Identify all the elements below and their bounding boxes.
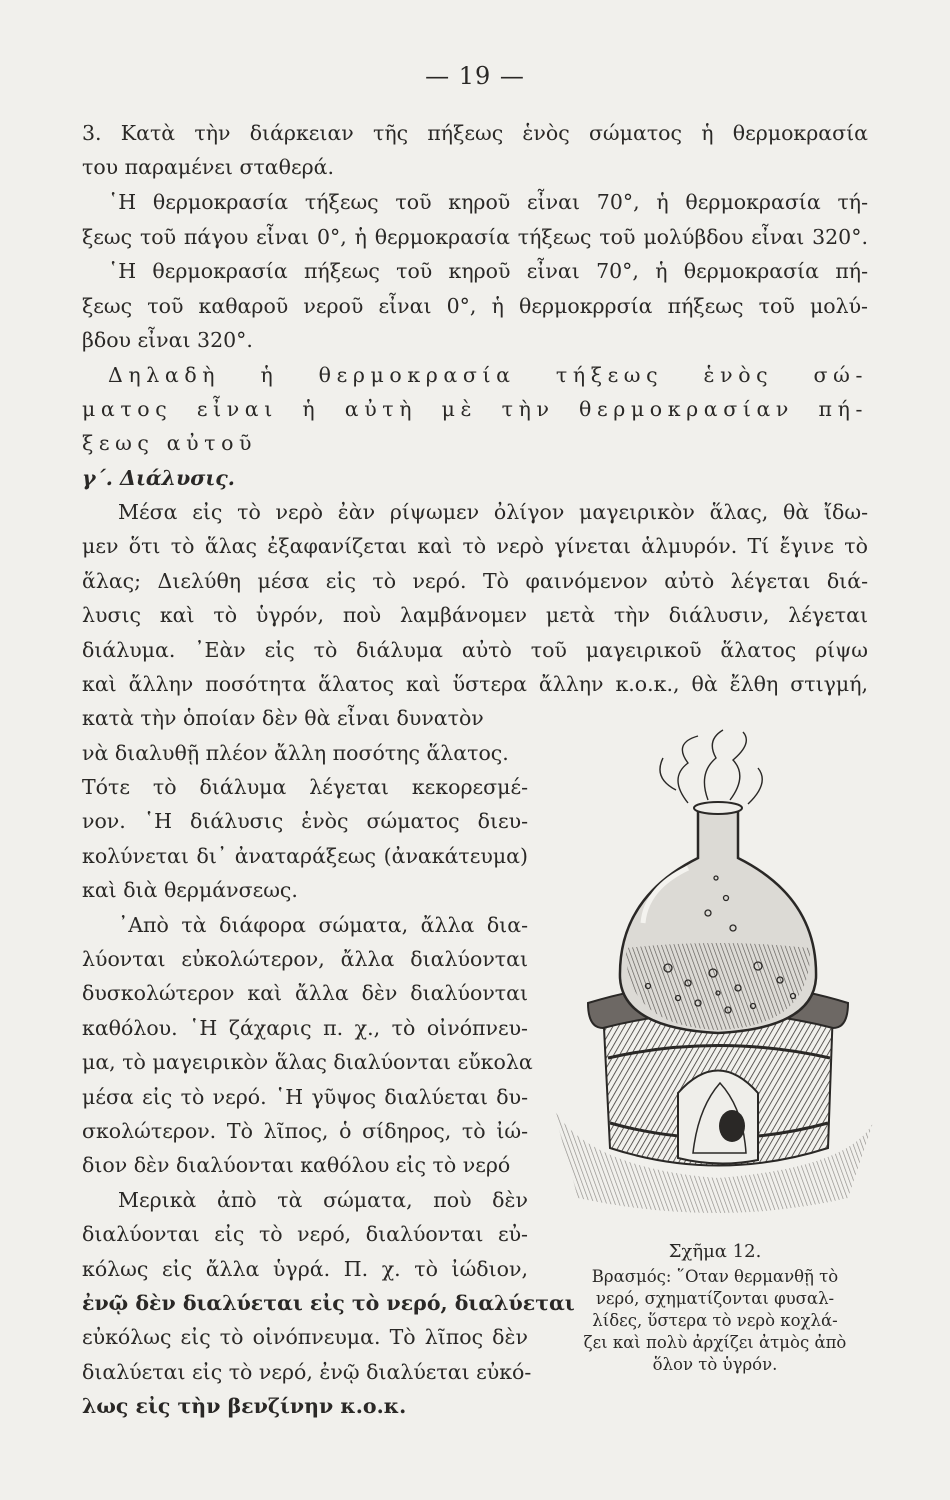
page-number: — 19 — [425, 62, 525, 90]
text-line: εὐκόλως εἰς τὸ οἰνόπνευμα. Τὸ λῖπος δὲν [82, 1325, 528, 1349]
text-line: ξεως αὐτοῦ [82, 431, 258, 455]
text-line: ξεως τοῦ καθαροῦ νεροῦ εἶναι 0°, ἡ θερμοκρρσία πήξεως τοῦ μολύ- [82, 294, 868, 318]
text-line: νον. ῾Η διάλυσις ἑνὸς σώματος διευ- [82, 809, 528, 833]
text-line: ᾿Απὸ τὰ διάφορα σώματα, ἄλλα δια- [118, 913, 528, 937]
text-line: σκολώτερον. Τὸ λῖπος, ὁ σίδηρος, τὸ ἰώ- [82, 1119, 528, 1143]
figure-caption-line: ζει καὶ πολὺ ἀρχίζει ἀτμὸς ἀπὸ [583, 1333, 847, 1352]
text-line: Τότε τὸ διάλυμα λέγεται κεκορεσμέ- [82, 775, 528, 799]
text-line: διον δὲν διαλύονται καθόλου εἰς τὸ νερό [82, 1153, 511, 1177]
text-line: λως εἰς τὴν βενζίνην κ.ο.κ. [82, 1394, 407, 1418]
text-line: διαλύονται εἰς τὸ νερό, διαλύονται εὐ- [82, 1222, 528, 1246]
figure-caption-line: λίδες, ὕστερα τὸ νερὸ κοχλά- [592, 1311, 838, 1330]
text-line: μεν ὅτι τὸ ἅλας ἐξαφανίζεται καὶ τὸ νερὸ γίνεται ἁλμυρόν. Τί ἔγινε τὸ [82, 534, 868, 558]
text-line: ἐνῷ δὲν διαλύεται εἰς τὸ νερό, διαλύεται [82, 1291, 575, 1315]
text-line: λύονται εὐκολώτερον, ἄλλα διαλύονται [82, 947, 528, 971]
text-line: του παραμένει σταθερά. [82, 155, 335, 179]
text-line: λυσις καὶ τὸ ὑγρόν, ποὺ λαμβάνομεν μετὰ τὴν διάλυσιν, λέγεται [82, 603, 868, 627]
text-line: ξεως τοῦ πάγου εἶναι 0°, ἡ θερμοκρασία τήξεως τοῦ μολύβδου εἶναι 320°. [82, 225, 868, 249]
text-line: 3. Κατὰ τὴν διάρκειαν τῆς πήξεως ἑνὸς σώματος ἡ θερμοκρασία [82, 121, 868, 145]
text-line: κόλως εἰς ἄλλα ὑγρά. Π. χ. τὸ ἰώδιον, [82, 1257, 528, 1281]
text-line: ῾Η θερμοκρασία πήξεως τοῦ κηροῦ εἶναι 70°, ἡ θερμοκρασία πή- [108, 259, 868, 283]
figure-caption-line: ὅλον τὸ ὑγρόν. [652, 1355, 778, 1374]
text-line: Μέσα εἰς τὸ νερὸ ἐὰν ρίψωμεν ὀλίγον μαγειρικὸν ἅλας, θὰ ἴδω- [118, 500, 868, 524]
text-line: μα, τὸ μαγειρικὸν ἅλας διαλύονται εὔκολα [82, 1050, 533, 1074]
text-line: δυσκολώτερον καὶ ἄλλα δὲν διαλύονται [82, 981, 528, 1005]
text-line: μέσα εἰς τὸ νερό. ῾Η γῦψος διαλύεται δυ- [82, 1085, 528, 1109]
text-line: διάλυμα. ᾿Εὰν εἰς τὸ διάλυμα αὐτὸ τοῦ μαγειρικοῦ ἅλατος ρίψω [82, 638, 868, 662]
text-line: διαλύεται εἰς τὸ νερό, ἐνῷ διαλύεται εὐκό- [82, 1360, 532, 1384]
figure-caption-line: Βρασμός: ῞Οταν θερμανθῇ τὸ [591, 1267, 839, 1286]
figure-caption-line: νερό, σχηματίζονται φυσαλ- [595, 1289, 835, 1308]
text-line: βδου εἶναι 320°. [82, 328, 253, 352]
text-line: ῾Η θερμοκρασία τήξεως τοῦ κηροῦ εἶναι 70°, ἡ θερμοκρασία τή- [108, 190, 868, 214]
text-line: καὶ διὰ θερμάνσεως. [82, 878, 298, 902]
text-line: Δηλαδὴ ἡ θερμοκρασία τήξεως ἑνὸς σώ- [108, 363, 868, 387]
figure-caption-title: Σχῆμα 12. [668, 1241, 762, 1262]
text-line: κατὰ τὴν ὁποίαν δὲν θὰ εἶναι δυνατὸν [82, 706, 484, 730]
text-line: ματος εἶναι ἡ αὐτὴ μὲ τὴν θερμοκρασίαν πή- [82, 397, 868, 421]
text-line: κολύνεται δι᾿ ἀναταράξεως (ἀνακάτευμα) [82, 844, 528, 868]
boiling-flask-illustration [548, 728, 878, 1236]
text-line: νὰ διαλυθῇ πλέον ἄλλη ποσότης ἅλατος. [82, 741, 509, 765]
text-line: καθόλου. ῾Η ζάχαρις π. χ., τὸ οἰνόπνευ- [82, 1016, 528, 1040]
section-heading: γ΄. Διάλυσις. [82, 466, 235, 490]
text-line: καὶ ἄλλην ποσότητα ἅλατος καὶ ὕστερα ἄλλην κ.ο.κ., θὰ ἔλθη στιγμή, [82, 672, 868, 696]
text-line: ἅλας; Διελύθη μέσα εἰς τὸ νερό. Τὸ φαινόμενον αὐτὸ λέγεται διά- [82, 569, 868, 593]
text-line: Μερικὰ ἀπὸ τὰ σώματα, ποὺ δὲν [118, 1188, 528, 1212]
